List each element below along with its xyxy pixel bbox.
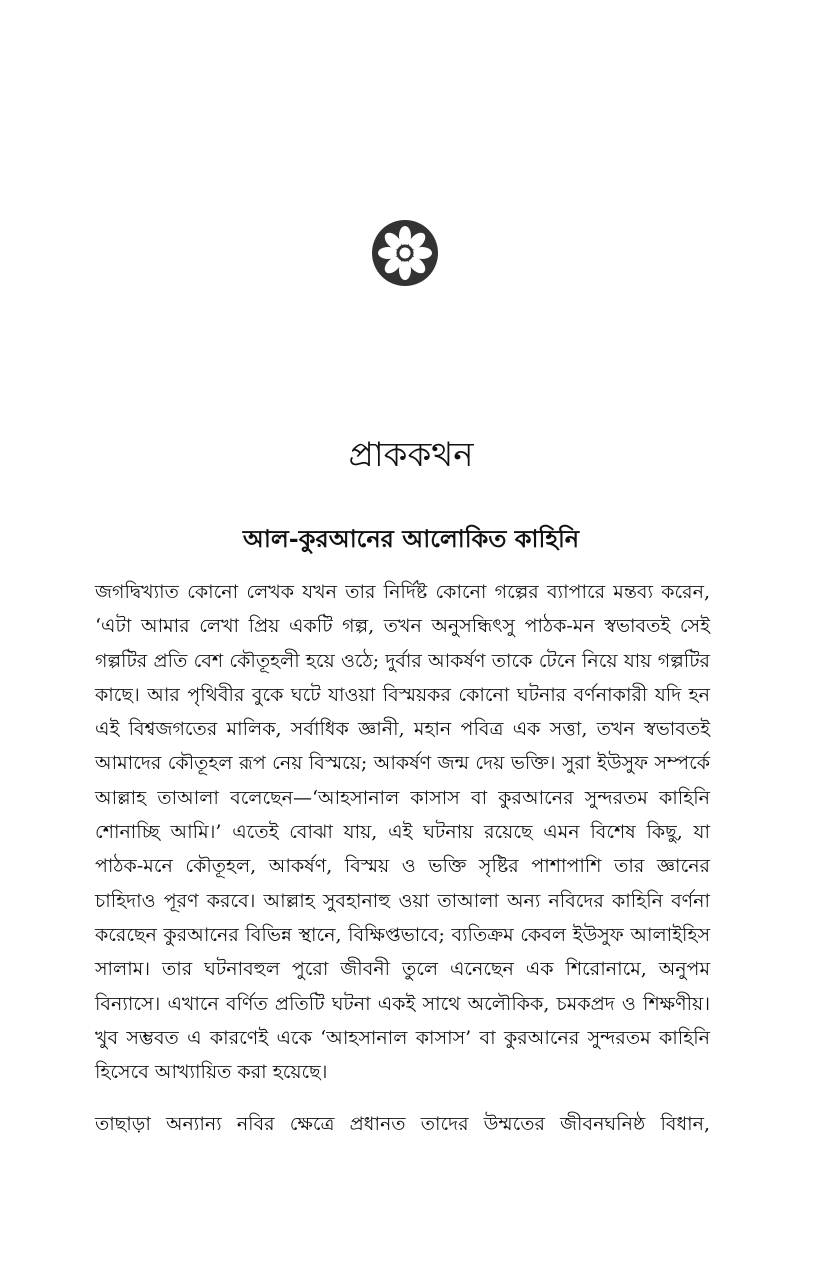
chapter-title: প্রাককথন [348, 435, 474, 475]
paragraph-1: জগদ্বিখ্যাত কোনো লেখক যখন তার নির্দিষ্ট কোনো গল্পের ব্যাপারে মন্তব্য করেন, ‘এটা আমার লেখা প্রিয় একটি গল্প, তখন অনুসন্ধিৎসু পাঠক-মন স্বভাবতই সেই গল্পটির প্রতি বেশ কৌতূহলী হয়ে ওঠে; দুর্বার আকর্ষণ তাকে টেনে নিয়ে যায় গল্পটির কাছে। আর পৃথিবীর বুকে ঘটে যাওয়া বিস্ময়কর কোনো ঘটনার বর্ণনাকারী যদি হন এই বিশ্বজগতের মালিক, সর্বাধিক জ্ঞানী, মহান পবিত্র এক সত্তা, তখন স্বভাবতই আমাদের কৌতূহল রূপ নেয় বিস্ময়ে; আকর্ষণ জন্ম দেয় ভক্তি। সুরা ইউসুফ সম্পর্কে আল্লাহ তাআলা বলেছেন—‘আহসানাল কাসাস বা কুরআনের সুন্দরতম কাহিনি শোনাচ্ছি আমি।’ এতেই বোঝা যায়, এই ঘটনায় রয়েছে এমন বিশেষ কিছু, যা পাঠক-মনে কৌতূহল, আকর্ষণ, বিস্ময় ও ভক্তি সৃষ্টির পাশাপাশি তার জ্ঞানের চাহিদাও পূরণ করবে। আল্লাহ সুবহানাহু ওয়া তাআলা অন্য নবিদের কাহিনি বর্ণনা করেছেন কুরআনের বিভিন্ন স্থানে, বিক্ষিপ্তভাবে; ব্যতিক্রম কেবল ইউসুফ আলাইহিস সালাম। তার ঘটনাবহুল পুরো জীবনী তুলে এনেছেন এক শিরোনামে, অনুপম বিন্যাসে। এখানে বর্ণিত প্রতিটি ঘটনা একই সাথে অলৌকিক, চমকপ্রদ ও শিক্ষণীয়। খুব সম্ভবত এ কারণেই একে ‘আহসানাল কাসাস’ বা কুরআনের সুন্দরতম কাহিনি হিসেবে আখ্যায়িত করা হয়েছে। [95, 581, 710, 1084]
section-subtitle: আল-কুরআনের আলোকিত কাহিনি [242, 524, 580, 553]
body-text [95, 575, 710, 1142]
paragraph-2: তাছাড়া অন্যান্য নবির ক্ষেত্রে প্রধানত তাদের উম্মতের জীবনঘনিষ্ঠ বিধান, [95, 1113, 710, 1136]
flower-ornament-icon [371, 219, 439, 287]
